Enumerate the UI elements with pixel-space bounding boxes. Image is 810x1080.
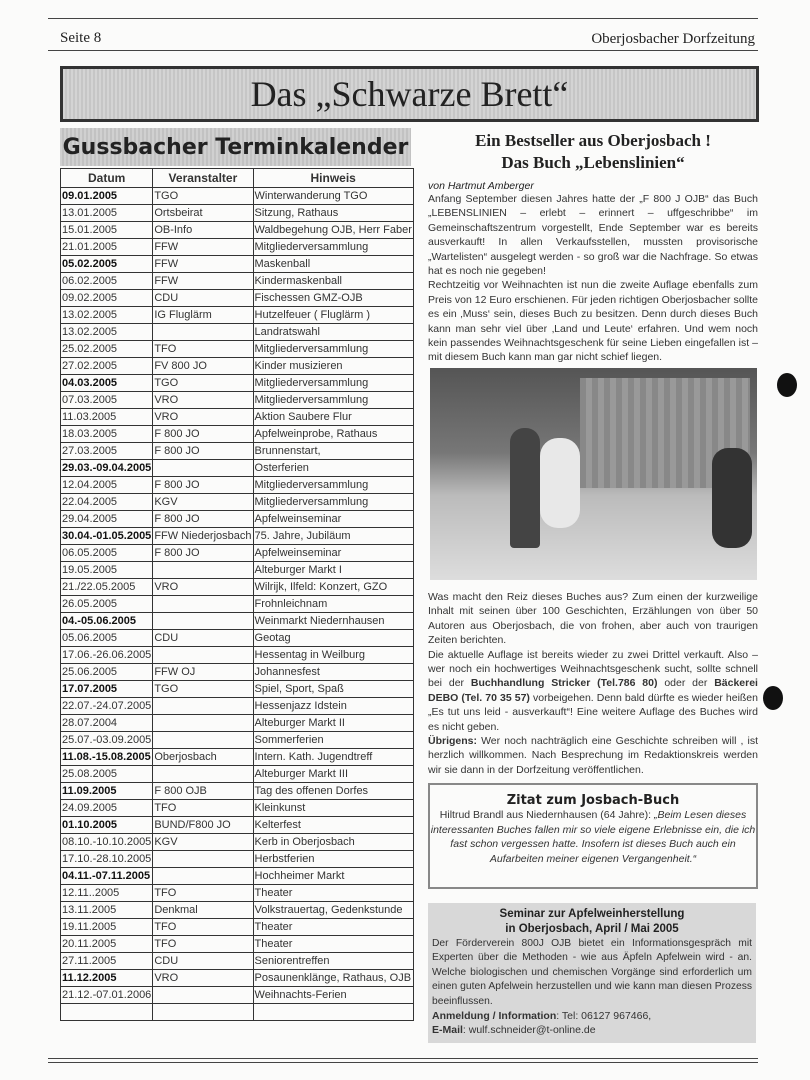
- note-cell: Hessenjazz Idstein: [253, 698, 413, 715]
- organizer-cell: IG Fluglärm: [153, 307, 253, 324]
- date-cell: 04.11.-07.11.2005: [61, 868, 153, 885]
- date-cell: 13.02.2005: [61, 307, 153, 324]
- table-row: [61, 528, 414, 545]
- note-cell: Alteburger Markt II: [253, 715, 413, 732]
- table-row: [61, 613, 414, 630]
- note-cell: Mitgliederversammlung: [253, 494, 413, 511]
- date-cell: 25.06.2005: [61, 664, 153, 681]
- note-cell: Mitgliederversammlung: [253, 392, 413, 409]
- table-row: [61, 681, 414, 698]
- note-cell: Maskenball: [253, 256, 413, 273]
- note-cell: Sitzung, Rathaus: [253, 205, 413, 222]
- organizer-cell: F 800 JO: [153, 426, 253, 443]
- contact-label: Anmeldung / Information: [432, 1010, 557, 1023]
- note-cell: Johannesfest: [253, 664, 413, 681]
- date-cell: 07.03.2005: [61, 392, 153, 409]
- punch-hole: [763, 686, 783, 710]
- note-cell: Kerb in Oberjosbach: [253, 834, 413, 851]
- date-cell: 05.02.2005: [61, 256, 153, 273]
- organizer-cell: TGO: [153, 188, 253, 205]
- note-cell: Fischessen GMZ-OJB: [253, 290, 413, 307]
- date-cell: 17.07.2005: [61, 681, 153, 698]
- table-row: [61, 919, 414, 936]
- table-row: [61, 307, 414, 324]
- organizer-cell: [153, 647, 253, 664]
- calendar-table: [60, 168, 414, 1021]
- table-row: [61, 426, 414, 443]
- date-cell: 12.11..2005: [61, 885, 153, 902]
- date-cell: 22.04.2005: [61, 494, 153, 511]
- organizer-cell: FFW: [153, 256, 253, 273]
- date-cell: 27.03.2005: [61, 443, 153, 460]
- note-cell: Theater: [253, 885, 413, 902]
- photo-cow: [712, 448, 752, 548]
- date-cell: 18.03.2005: [61, 426, 153, 443]
- table-row: [61, 749, 414, 766]
- date-cell: 13.11.2005: [61, 902, 153, 919]
- table-row: [61, 579, 414, 596]
- seminar-contact: [432, 1009, 752, 1023]
- article-paragraph: Anfang September diesen Jahres hatte der „F 800 J OJB“ das Buch „LEBENSLINIEN – erlebt – erinnert – uffgeschribbe“ im Gemeinschaftszentrum vorgestellt, Ende September war es bereits ausverkauft! In allen Verkaufsstellen, mussten provisorische „Wartelisten“ ausgelegt werden - so groß war die Nachfrage. So etwas hat es noch nie gegeben!: [428, 193, 758, 278]
- col-veranstalter: Veranstalter: [153, 169, 253, 188]
- note-cell: Apfelweinprobe, Rathaus: [253, 426, 413, 443]
- date-cell: [61, 1004, 153, 1021]
- note-cell: Waldbegehung OJB, Herr Faber: [253, 222, 413, 239]
- date-cell: 09.02.2005: [61, 290, 153, 307]
- date-cell: 12.04.2005: [61, 477, 153, 494]
- note-cell: Intern. Kath. Jugendtreff: [253, 749, 413, 766]
- note-cell: Tag des offenen Dorfes: [253, 783, 413, 800]
- table-row: [61, 443, 414, 460]
- organizer-cell: VRO: [153, 392, 253, 409]
- table-row: [61, 868, 414, 885]
- note-label: Übrigens:: [428, 735, 478, 748]
- article-subtitle: Das Buch „Lebenslinien“: [501, 153, 685, 172]
- seminar-box: [428, 903, 756, 1043]
- organizer-cell: [153, 562, 253, 579]
- table-row: [61, 324, 414, 341]
- date-cell: 21.01.2005: [61, 239, 153, 256]
- organizer-cell: F 800 JO: [153, 477, 253, 494]
- email-address: : wulf.schneider@t-online.de: [462, 1024, 596, 1037]
- date-cell: 30.04.-01.05.2005: [61, 528, 153, 545]
- table-row: [61, 630, 414, 647]
- organizer-cell: [153, 460, 253, 477]
- organizer-cell: CDU: [153, 630, 253, 647]
- seminar-title: Seminar zur Apfelweinherstellung: [499, 908, 685, 920]
- table-row: [61, 817, 414, 834]
- organizer-cell: [153, 732, 253, 749]
- organizer-cell: FFW: [153, 273, 253, 290]
- table-row: [61, 290, 414, 307]
- article-paragraph: Was macht den Reiz dieses Buches aus? Zum einen der kurzweilige Inhalt mit seinen über 100 Geschichten, Erzählungen von über 50 Autoren aus Oberjosbach, die von frohen, aber auch von traurigen Zeiten berichten.: [428, 591, 758, 647]
- date-cell: 27.11.2005: [61, 953, 153, 970]
- top-rule: [48, 18, 758, 19]
- table-row: [61, 256, 414, 273]
- text: oder der: [657, 677, 715, 690]
- organizer-cell: BUND/F800 JO: [153, 817, 253, 834]
- article-paragraph: [428, 734, 758, 777]
- table-row: [61, 358, 414, 375]
- note-cell: Hochheimer Markt: [253, 868, 413, 885]
- calendar-title: Gussbacher Terminkalender: [60, 128, 411, 166]
- table-row: [61, 851, 414, 868]
- organizer-cell: TFO: [153, 341, 253, 358]
- date-cell: 21.12.-07.01.2006: [61, 987, 153, 1004]
- note-cell: [253, 1004, 413, 1021]
- table-row: [61, 834, 414, 851]
- date-cell: 25.02.2005: [61, 341, 153, 358]
- table-row: [61, 222, 414, 239]
- quote-body: [430, 808, 756, 866]
- table-row: [61, 902, 414, 919]
- note-cell: Hutzelfeuer ( Fluglärm ): [253, 307, 413, 324]
- col-hinweis: Hinweis: [253, 169, 413, 188]
- note-cell: Weihnachts-Ferien: [253, 987, 413, 1004]
- text: Die aktuelle Auflage ist bereits wieder zu zwei Drittel verkauft. Also – wer noch ein hochwertiges Weihnachtsgeschenk sucht, sollte schnell bei der: [428, 648, 758, 690]
- table-row: [61, 936, 414, 953]
- table-row: [61, 409, 414, 426]
- table-row: [61, 511, 414, 528]
- organizer-cell: TFO: [153, 800, 253, 817]
- date-cell: 19.11.2005: [61, 919, 153, 936]
- organizer-cell: [153, 851, 253, 868]
- table-row: [61, 783, 414, 800]
- organizer-cell: F 800 JO: [153, 545, 253, 562]
- table-row: [61, 732, 414, 749]
- date-cell: 15.01.2005: [61, 222, 153, 239]
- organizer-cell: TGO: [153, 681, 253, 698]
- text: Wer noch nachträglich eine Geschichte schreiben will , ist herzlich willkommen. Nach Besprechung im Redaktionskreis werden wir sie dann in der Dorfzeitung veröffentlichen.: [428, 735, 758, 776]
- note-cell: Hessentag in Weilburg: [253, 647, 413, 664]
- organizer-cell: [153, 1004, 253, 1021]
- note-cell: Theater: [253, 936, 413, 953]
- bakery-contact: Bäckerei DEBO (Tel. 70 35 57): [428, 677, 758, 704]
- table-row: [61, 596, 414, 613]
- article-paragraph: [428, 648, 758, 734]
- article: [428, 130, 758, 365]
- table-header: [61, 169, 414, 188]
- header-rule: [48, 50, 758, 51]
- quote-text: „Beim Lesen dieses interessanten Buches fallen mir so viele eigene Erlebnisse ein, die ich fast schon vergessen hatte. Insofern ist dieses Buch auch ein Aufarbeiten meiner eigenen Vergangenheit.“: [430, 809, 756, 865]
- date-cell: 08.10.-10.10.2005: [61, 834, 153, 851]
- date-cell: 17.06.-26.06.2005: [61, 647, 153, 664]
- table-row: [61, 460, 414, 477]
- table-row: [61, 375, 414, 392]
- organizer-cell: F 800 JO: [153, 511, 253, 528]
- note-cell: Geotag: [253, 630, 413, 647]
- table-row: [61, 392, 414, 409]
- note-cell: Kelterfest: [253, 817, 413, 834]
- date-cell: 27.02.2005: [61, 358, 153, 375]
- note-cell: Theater: [253, 919, 413, 936]
- quote-title: Zitat zum Josbach-Buch: [506, 793, 680, 808]
- note-cell: Mitgliederversammlung: [253, 375, 413, 392]
- table-row: [61, 273, 414, 290]
- table-row: [61, 341, 414, 358]
- punch-hole: [777, 373, 797, 397]
- note-cell: Volkstrauertag, Gedenkstunde: [253, 902, 413, 919]
- note-cell: Kinder musizieren: [253, 358, 413, 375]
- note-cell: Apfelweinseminar: [253, 545, 413, 562]
- organizer-cell: [153, 766, 253, 783]
- organizer-cell: FFW OJ: [153, 664, 253, 681]
- date-cell: 20.11.2005: [61, 936, 153, 953]
- date-cell: 26.05.2005: [61, 596, 153, 613]
- note-cell: Frohnleichnam: [253, 596, 413, 613]
- table-row: [61, 205, 414, 222]
- note-cell: 75. Jahre, Jubiläum: [253, 528, 413, 545]
- date-cell: 13.01.2005: [61, 205, 153, 222]
- date-cell: 21./22.05.2005: [61, 579, 153, 596]
- date-cell: 17.10.-28.10.2005: [61, 851, 153, 868]
- organizer-cell: Ortsbeirat: [153, 205, 253, 222]
- date-cell: 24.09.2005: [61, 800, 153, 817]
- note-cell: Winterwanderung TGO: [253, 188, 413, 205]
- organizer-cell: FFW Niederjosbach: [153, 528, 253, 545]
- article-photo: [430, 368, 757, 580]
- date-cell: 04.03.2005: [61, 375, 153, 392]
- organizer-cell: TFO: [153, 936, 253, 953]
- note-cell: Herbstferien: [253, 851, 413, 868]
- table-row: [61, 545, 414, 562]
- table-row: [61, 494, 414, 511]
- col-datum: Datum: [61, 169, 153, 188]
- note-cell: Sommerferien: [253, 732, 413, 749]
- photo-woman: [510, 428, 540, 548]
- organizer-cell: F 800 OJB: [153, 783, 253, 800]
- date-cell: 11.09.2005: [61, 783, 153, 800]
- organizer-cell: [153, 987, 253, 1004]
- organizer-cell: Denkmal: [153, 902, 253, 919]
- date-cell: 19.05.2005: [61, 562, 153, 579]
- organizer-cell: TFO: [153, 919, 253, 936]
- note-cell: Posaunenklänge, Rathaus, OJB: [253, 970, 413, 987]
- table-row: [61, 562, 414, 579]
- organizer-cell: [153, 613, 253, 630]
- note-cell: Weinmarkt Niedernhausen: [253, 613, 413, 630]
- date-cell: 11.08.-15.08.2005: [61, 749, 153, 766]
- table-row: [61, 800, 414, 817]
- date-cell: 29.03.-09.04.2005: [61, 460, 153, 477]
- organizer-cell: Oberjosbach: [153, 749, 253, 766]
- organizer-cell: CDU: [153, 953, 253, 970]
- table-row: [61, 885, 414, 902]
- date-cell: 25.08.2005: [61, 766, 153, 783]
- table-row: [61, 953, 414, 970]
- organizer-cell: TFO: [153, 885, 253, 902]
- date-cell: 29.04.2005: [61, 511, 153, 528]
- note-cell: Mitgliederversammlung: [253, 477, 413, 494]
- date-cell: 04.-05.06.2005: [61, 613, 153, 630]
- table-row: [61, 970, 414, 987]
- text: vorbeigehen. Denn bald dürfte es wieder heißen „Es tut uns leid - ausverkauft“! Eine weitere Auflage des Buches wird es nicht geben.: [428, 691, 758, 733]
- date-cell: 11.12.2005: [61, 970, 153, 987]
- note-cell: Apfelweinseminar: [253, 511, 413, 528]
- note-cell: Mitgliederversammlung: [253, 239, 413, 256]
- table-row: [61, 664, 414, 681]
- organizer-cell: OB-Info: [153, 222, 253, 239]
- organizer-cell: [153, 596, 253, 613]
- note-cell: Brunnenstart,: [253, 443, 413, 460]
- organizer-cell: [153, 324, 253, 341]
- note-cell: Seniorentreffen: [253, 953, 413, 970]
- date-cell: 05.06.2005: [61, 630, 153, 647]
- article-author: von Hartmut Amberger: [428, 180, 534, 192]
- banner-title: Das „Schwarze Brett“: [250, 74, 569, 114]
- date-cell: 25.07.-03.09.2005: [61, 732, 153, 749]
- table-row: [61, 188, 414, 205]
- note-cell: Alteburger Markt I: [253, 562, 413, 579]
- organizer-cell: [153, 715, 253, 732]
- organizer-cell: [153, 868, 253, 885]
- article-paragraph: Rechtzeitig vor Weihnachten ist nun die zweite Auflage ebenfalls zum Preis von 12 Euro erschienen. Für jeden richtigen Oberjosbacher sollte es ein ‚Muss‘ sein, dieses Buch zu besitzen. Denn durch dieses Buch kann man sehr viel über ‚Land und Leute‘ erfahren. Und wem noch kein passendes Weihnachtsgeschenk für seine Lieben eingefallen ist – mit diesem Buch kann man gar nicht schief liegen.: [428, 279, 758, 364]
- date-cell: 01.10.2005: [61, 817, 153, 834]
- note-cell: Kindermaskenball: [253, 273, 413, 290]
- organizer-cell: CDU: [153, 290, 253, 307]
- organizer-cell: FV 800 JO: [153, 358, 253, 375]
- date-cell: 09.01.2005: [61, 188, 153, 205]
- bookstore-contact: Buchhandlung Stricker (Tel.786 80): [470, 677, 658, 690]
- bottom-rule: [48, 1062, 758, 1063]
- date-cell: 11.03.2005: [61, 409, 153, 426]
- date-cell: 22.07.-24.07.2005: [61, 698, 153, 715]
- publication-name: Oberjosbacher Dorfzeitung: [591, 31, 755, 47]
- note-cell: Landratswahl: [253, 324, 413, 341]
- organizer-cell: KGV: [153, 834, 253, 851]
- date-cell: 28.07.2004: [61, 715, 153, 732]
- table-row: [61, 1004, 414, 1021]
- seminar-subtitle: in Oberjosbach, April / Mai 2005: [505, 923, 679, 935]
- table-row: [61, 715, 414, 732]
- date-cell: 06.05.2005: [61, 545, 153, 562]
- note-cell: Alteburger Markt III: [253, 766, 413, 783]
- note-cell: Wilrijk, Ilfeld: Konzert, GZO: [253, 579, 413, 596]
- note-cell: Aktion Saubere Flur: [253, 409, 413, 426]
- quote-speaker: Hiltrud Brandl aus Niedernhausen (64 Jahre):: [439, 809, 654, 821]
- seminar-text: Der Förderverein 800J OJB bietet ein Informationsgespräch mit Experten über die Methoden - wie aus Äpfeln Apfelwein wird - an. Welche biologischen und chemischen Vorgänge sind erforderlich um einen guten Apfelwein herzustellen und wie kann man diesen Prozess beeinflussen.: [432, 938, 752, 1007]
- seminar-email: [432, 1023, 752, 1037]
- quote-box: [428, 783, 758, 889]
- date-cell: 13.02.2005: [61, 324, 153, 341]
- contact-phone: : Tel: 06127 967466,: [556, 1010, 652, 1023]
- organizer-cell: VRO: [153, 579, 253, 596]
- organizer-cell: VRO: [153, 970, 253, 987]
- organizer-cell: KGV: [153, 494, 253, 511]
- banner: [60, 66, 759, 122]
- table-row: [61, 477, 414, 494]
- table-row: [61, 766, 414, 783]
- article-continued: [428, 590, 758, 777]
- article-title: Ein Bestseller aus Oberjosbach !: [475, 131, 711, 150]
- table-row: [61, 987, 414, 1004]
- note-cell: Spiel, Sport, Spaß: [253, 681, 413, 698]
- table-row: [61, 239, 414, 256]
- organizer-cell: TGO: [153, 375, 253, 392]
- email-label: E-Mail: [432, 1024, 463, 1037]
- organizer-cell: VRO: [153, 409, 253, 426]
- photo-cow: [540, 438, 580, 528]
- page-number: Seite 8: [60, 30, 102, 46]
- note-cell: Osterferien: [253, 460, 413, 477]
- note-cell: Kleinkunst: [253, 800, 413, 817]
- table-row: [61, 698, 414, 715]
- organizer-cell: FFW: [153, 239, 253, 256]
- table-row: [61, 647, 414, 664]
- date-cell: 06.02.2005: [61, 273, 153, 290]
- organizer-cell: F 800 JO: [153, 443, 253, 460]
- note-cell: Mitgliederversammlung: [253, 341, 413, 358]
- bottom-rule: [48, 1058, 758, 1059]
- organizer-cell: [153, 698, 253, 715]
